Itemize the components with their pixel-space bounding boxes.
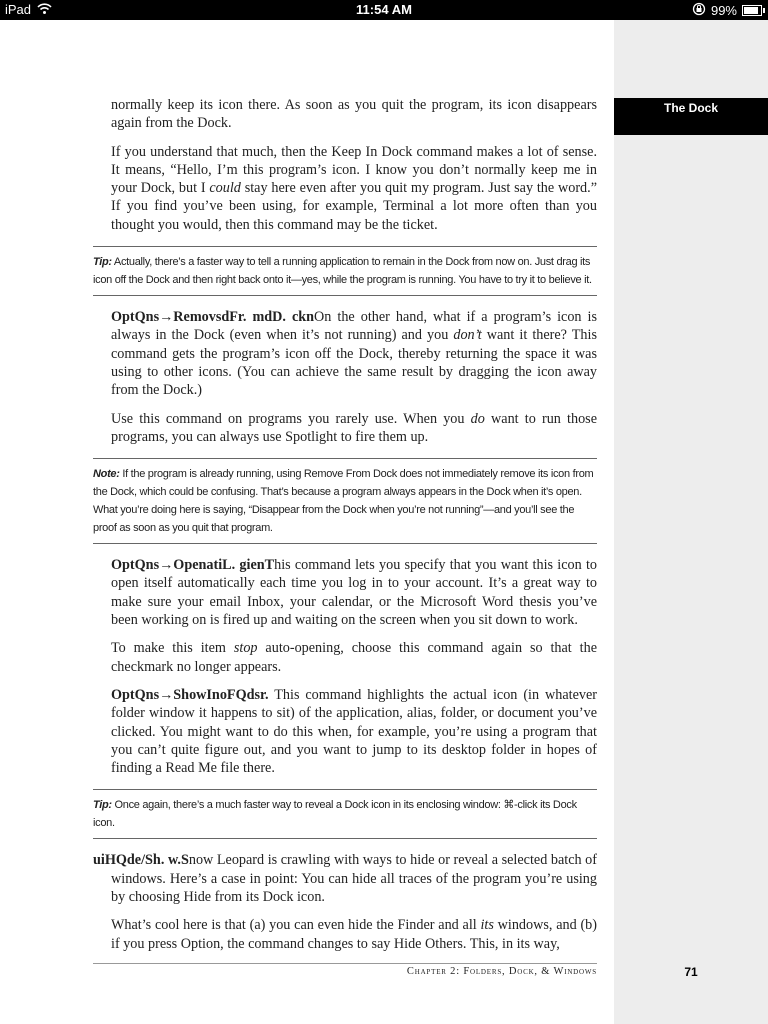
page-number: 71 bbox=[684, 965, 698, 979]
paragraph: uiHQde/Sh. w.Snow Leopard is crawling with ways to hide or reveal a selected batch of windows. Here’s a case in point: You can hide all traces of the program you’re using by choosing Hide from its Dock icon. bbox=[93, 852, 597, 906]
battery-icon bbox=[742, 5, 762, 16]
clock: 11:54 AM bbox=[356, 2, 412, 17]
paragraph: If you understand that much, then the Keep In Dock command makes a lot of sense. It means, “Hello, I’m this program’s icon. I know you don’t normally keep me in your Dock, but I could stay here even after you quit my program. Just say the word.” If you find you’ve been using, for example, Terminal a lot more often than you thought you would, then this command may be the ticket. bbox=[111, 143, 597, 233]
paragraph: OptQns→OpenatiL. gienThis command lets you specify that you want this icon to open itself automatically each time you log in to your account. It’s a great way to make sure your email Inbox, your calendar, or the Microsoft Word thesis you’ve been working on is fired up and waiting on the screen when you sit down to work. bbox=[111, 557, 597, 629]
run-in-heading: OptQns→RemovsdFr. mdD. ckn bbox=[111, 309, 315, 326]
note-label: Note: bbox=[93, 468, 120, 481]
section-tab: The Dock bbox=[614, 98, 768, 135]
paragraph: Use this command on programs you rarely use. When you do want to run those programs, you can always use Spotlight to fire them up. bbox=[111, 410, 597, 445]
device-label: iPad bbox=[5, 2, 32, 17]
paragraph: normally keep its icon there. As soon as you quit the program, its icon disappears again from the Dock. bbox=[111, 97, 597, 132]
run-in-heading: OptQns→OpenatiL. gienT bbox=[111, 557, 275, 574]
paragraph: OptQns→ShowInoFQdsr. This command highlights the actual icon (in whatever folder window it happens to sit) of the application, alias, folder, or document you’ve clicked. You might want to do this when, for example, you’re using a program that you can’t quite figure out, and you want to jump to its desktop folder in hopes of finding a Read Me file there. bbox=[111, 686, 597, 777]
rotation-lock-icon bbox=[692, 2, 706, 19]
paragraph: To make this item stop auto-opening, choose this command again so that the checkmark no longer appears. bbox=[111, 640, 597, 675]
tip-label: Tip: bbox=[93, 799, 112, 812]
page-body bbox=[93, 96, 597, 963]
paragraph: What’s cool here is that (a) you can even hide the Finder and all its windows, and (b) if you press Option, the command changes to say Hide Others. This, in its way, bbox=[111, 917, 597, 952]
battery-percent: 99% bbox=[710, 3, 737, 18]
run-in-heading: uiHQde/Sh. w.S bbox=[93, 852, 189, 869]
tip-label: Tip: bbox=[93, 256, 112, 269]
tip-box: Tip: Once again, there’s a much faster way to reveal a Dock icon in its enclosing window: ⌘-click its Dock icon. bbox=[93, 789, 597, 839]
paragraph: OptQns→RemovsdFr. mdD. cknOn the other hand, what if a program’s icon is always in the Dock (even when it’s not running) and you don’t want it there? This command gets the program’s icon off the Dock, thereby returning the space it was using to other icons. (You can achieve the same result by dragging the icon away from the Dock.) bbox=[111, 309, 597, 399]
tip-box: Tip: Actually, there’s a faster way to tell a running application to remain in the Dock from now on. Just drag its icon off the Dock and then right back onto it—yes, while the program is running. You have to try it to believe it. bbox=[93, 246, 597, 296]
status-bar bbox=[0, 0, 768, 20]
right-margin-column bbox=[614, 20, 768, 1024]
note-box: Note: If the program is already running, using Remove From Dock does not immediately remove its icon from the Dock, which could be confusing. That’s because a program always appears in the Dock when it’s open. What you’re doing here is saying, “Disappear from the Dock when you’re not running”—and you’ll see the proof as soon as you quit that program. bbox=[93, 458, 597, 544]
chapter-running-footer: Chapter 2: Folders, Dock, & Windows bbox=[406, 966, 597, 977]
footer-rule bbox=[93, 963, 597, 964]
run-in-heading: OptQns→ShowInoFQdsr. bbox=[111, 686, 269, 703]
